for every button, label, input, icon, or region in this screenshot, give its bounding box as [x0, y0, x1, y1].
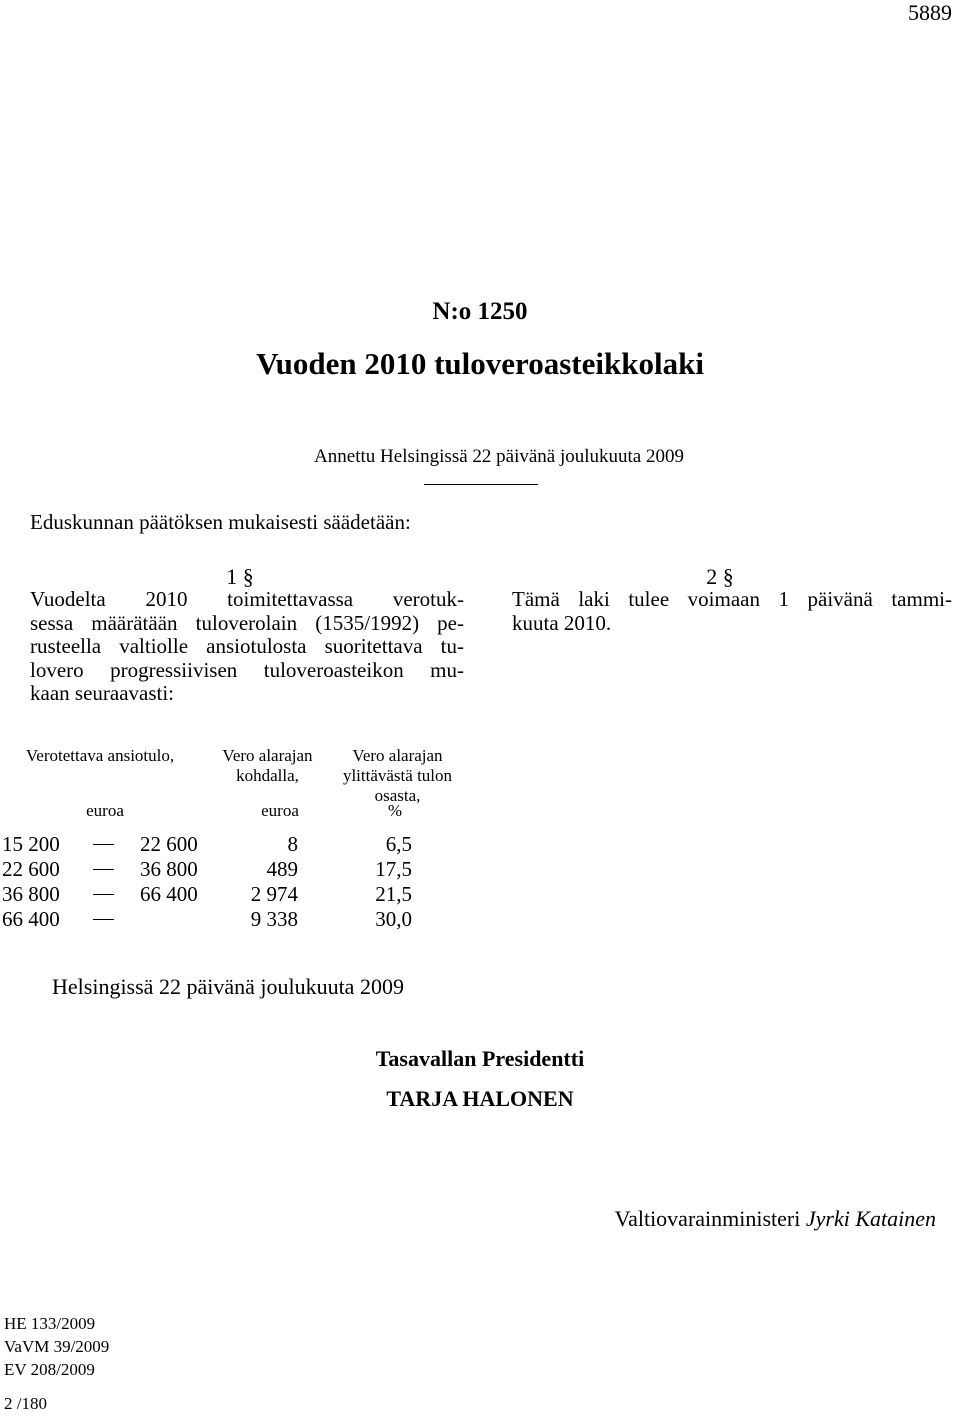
text-line: lovero progressiivisen tuloveroasteikon mu-	[30, 657, 464, 682]
range-dash	[93, 919, 114, 920]
text-line: kuuta 2010.	[512, 610, 612, 635]
table-header-income: Verotettava ansiotulo,	[25, 746, 175, 765]
tax-rate: 17,5	[375, 857, 412, 881]
text-line: Vuodelta 2010 toimitettavassa verotuk-	[30, 587, 464, 611]
table-unit-rate: %	[387, 801, 403, 820]
section-2-text	[512, 588, 952, 635]
tax-amount: 9 338	[250, 907, 298, 931]
enactment-clause: Eduskunnan päätöksen mukaisesti säädetään:	[30, 510, 411, 534]
legislative-references	[4, 1312, 109, 1381]
minister-name: Jyrki Katainen	[805, 1206, 936, 1231]
tax-amount: 8	[287, 832, 298, 856]
section-1-text	[30, 588, 464, 706]
table-unit-tax: euroa	[261, 801, 299, 820]
given-date: Annettu Helsingissä 22 päivänä joulukuuta 2009	[314, 446, 684, 467]
text-line: rusteella valtiolle ansiotulosta suoritettava tu-	[30, 634, 464, 658]
table-row	[0, 907, 480, 932]
section-1-label: 1 §	[226, 564, 254, 589]
table-row	[0, 832, 480, 857]
president-name: TARJA HALONEN	[386, 1086, 574, 1111]
minister-signature	[615, 1206, 936, 1232]
text-line: kaan seuraavasti:	[30, 681, 175, 705]
statute-title: Vuoden 2010 tuloveroasteikkolaki	[256, 346, 704, 381]
tax-amount: 489	[266, 857, 298, 881]
tax-amount: 2 974	[250, 882, 298, 906]
tax-rate: 6,5	[385, 832, 412, 856]
reference-item: VaVM 39/2009	[4, 1337, 110, 1356]
text-line: Tämä laki tulee voimaan 1 päivänä tammi-	[512, 587, 952, 611]
table-header-rate: Vero alarajan ylittävästä tulon osasta,	[342, 746, 453, 805]
range-dash	[93, 844, 114, 845]
tax-rate: 21,5	[375, 882, 412, 906]
minister-title: Valtiovarainministeri	[614, 1206, 801, 1231]
title-divider	[424, 484, 538, 485]
reference-item: HE 133/2009	[4, 1314, 96, 1333]
table-unit-income: euroa	[86, 801, 124, 820]
tax-table-body	[0, 832, 480, 932]
text-line: sessa määrätään tuloverolain (1535/1992) pe-	[30, 610, 464, 635]
footer-code: 2 /180	[4, 1394, 47, 1413]
president-title: Tasavallan Presidentti	[375, 1046, 585, 1071]
income-to: 36 800	[140, 857, 198, 881]
page-number: 5889	[908, 0, 952, 25]
table-row	[0, 882, 480, 907]
statute-number: N:o 1250	[432, 298, 528, 325]
income-from: 15 200	[2, 832, 60, 856]
tax-rate: 30,0	[375, 907, 412, 931]
signing-place-date: Helsingissä 22 päivänä joulukuuta 2009	[52, 974, 404, 999]
income-from: 66 400	[2, 907, 60, 931]
range-dash	[93, 869, 114, 870]
reference-item: EV 208/2009	[4, 1360, 95, 1379]
income-from: 22 600	[2, 857, 60, 881]
section-2-label: 2 §	[706, 564, 734, 589]
range-dash	[93, 894, 114, 895]
table-row	[0, 857, 480, 882]
table-header-tax-at-lower-limit: Vero alarajan kohdalla,	[222, 746, 313, 785]
income-to: 22 600	[140, 832, 198, 856]
income-from: 36 800	[2, 882, 60, 906]
income-to: 66 400	[140, 882, 198, 906]
